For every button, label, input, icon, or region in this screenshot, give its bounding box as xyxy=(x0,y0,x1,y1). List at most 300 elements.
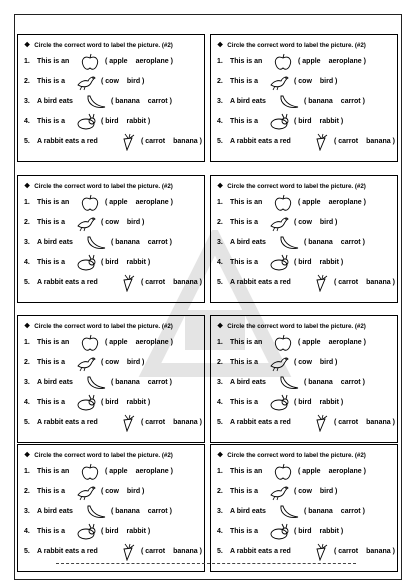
answer-options[interactable] xyxy=(101,528,150,535)
question-row xyxy=(24,194,200,212)
question-row xyxy=(217,543,393,561)
question-row xyxy=(217,274,393,292)
rabbit-icon xyxy=(75,523,97,541)
option-b[interactable]: carrot ) xyxy=(147,98,172,105)
question-stem: This is an xyxy=(37,199,70,206)
question-row xyxy=(217,374,393,392)
question-row xyxy=(217,113,393,131)
question-stem: This is an xyxy=(230,468,263,475)
answer-options[interactable] xyxy=(111,379,172,386)
banana-icon xyxy=(85,503,107,521)
option-a[interactable]: ( cow xyxy=(101,488,119,495)
rabbit-icon xyxy=(75,254,97,272)
question-row xyxy=(217,234,393,252)
answer-options[interactable] xyxy=(294,528,343,535)
option-a[interactable]: ( banana xyxy=(111,508,140,515)
answer-options[interactable] xyxy=(105,468,173,475)
question-number: 3. xyxy=(24,508,30,515)
bullet-icon: ❖ xyxy=(24,42,31,49)
option-b[interactable]: rabbit ) xyxy=(126,259,151,266)
answer-options[interactable] xyxy=(304,98,365,105)
worksheet-card xyxy=(210,315,398,443)
option-b[interactable]: rabbit ) xyxy=(319,399,344,406)
option-b[interactable]: bird ) xyxy=(126,78,145,85)
answer-options[interactable] xyxy=(105,339,173,346)
card-title xyxy=(24,451,173,459)
question-stem: This is a xyxy=(230,488,259,495)
question-number: 3. xyxy=(217,508,223,515)
answer-options[interactable] xyxy=(304,508,365,515)
apple-icon xyxy=(272,334,294,352)
option-b[interactable]: carrot ) xyxy=(340,508,365,515)
option-b[interactable]: aeroplane ) xyxy=(328,339,366,346)
option-a[interactable]: ( carrot xyxy=(334,419,359,426)
answer-options[interactable] xyxy=(294,399,343,406)
option-a[interactable]: ( banana xyxy=(304,98,333,105)
worksheet-card xyxy=(17,315,205,443)
question-number: 1. xyxy=(24,58,30,65)
carrot-icon xyxy=(308,414,330,432)
option-b[interactable]: bird ) xyxy=(126,219,145,226)
option-b[interactable]: rabbit ) xyxy=(319,118,344,125)
option-a[interactable]: ( cow xyxy=(101,78,119,85)
worksheet-card xyxy=(210,34,398,162)
rabbit-icon xyxy=(268,113,290,131)
question-number: 1. xyxy=(217,468,223,475)
option-b[interactable]: rabbit ) xyxy=(126,118,151,125)
question-number: 1. xyxy=(217,199,223,206)
question-number: 3. xyxy=(217,239,223,246)
bird-icon xyxy=(268,354,290,372)
bullet-icon: ❖ xyxy=(24,452,31,459)
question-row xyxy=(217,334,393,352)
option-b[interactable]: rabbit ) xyxy=(126,399,151,406)
worksheet-card xyxy=(17,175,205,303)
carrot-icon xyxy=(115,414,137,432)
bullet-icon: ❖ xyxy=(217,323,224,330)
option-b[interactable]: banana ) xyxy=(173,419,202,426)
rabbit-icon xyxy=(268,523,290,541)
question-row xyxy=(24,274,200,292)
question-number: 4. xyxy=(24,399,30,406)
option-b[interactable]: bird ) xyxy=(126,488,145,495)
option-a[interactable]: ( bird xyxy=(294,118,312,125)
question-number: 1. xyxy=(24,339,30,346)
question-stem: A bird eats xyxy=(230,239,266,246)
banana-icon xyxy=(85,93,107,111)
question-number: 5. xyxy=(217,419,223,426)
question-stem: This is a xyxy=(37,399,66,406)
option-b[interactable]: bird ) xyxy=(319,219,338,226)
question-stem: This is a xyxy=(37,259,66,266)
question-row xyxy=(24,93,200,111)
option-a[interactable]: ( banana xyxy=(304,239,333,246)
option-b[interactable]: banana ) xyxy=(173,279,202,286)
apple-icon xyxy=(79,334,101,352)
question-stem: A rabbit eats a red xyxy=(37,548,98,555)
card-title-text: Circle the correct word to label the picture. (#2) xyxy=(34,323,173,330)
banana-icon xyxy=(278,374,300,392)
option-b[interactable]: banana ) xyxy=(366,419,395,426)
card-title-text: Circle the correct word to label the picture. (#2) xyxy=(227,42,366,49)
option-b[interactable]: aeroplane ) xyxy=(135,58,173,65)
question-stem: This is a xyxy=(230,359,259,366)
question-stem: This is a xyxy=(37,359,66,366)
question-number: 4. xyxy=(24,118,30,125)
question-row xyxy=(24,414,200,432)
question-stem: A bird eats xyxy=(37,239,73,246)
card-title-text: Circle the correct word to label the picture. (#2) xyxy=(34,42,173,49)
apple-icon xyxy=(272,194,294,212)
question-stem: This is a xyxy=(37,219,66,226)
option-a[interactable]: ( banana xyxy=(304,379,333,386)
bird-icon xyxy=(75,214,97,232)
question-row xyxy=(24,234,200,252)
option-b[interactable]: aeroplane ) xyxy=(135,468,173,475)
apple-icon xyxy=(79,53,101,71)
question-row xyxy=(217,483,393,501)
question-number: 4. xyxy=(217,259,223,266)
option-a[interactable]: ( carrot xyxy=(141,138,166,145)
question-number: 3. xyxy=(24,98,30,105)
answer-options[interactable] xyxy=(298,339,366,346)
cut-line xyxy=(56,563,356,564)
option-a[interactable]: ( cow xyxy=(101,219,119,226)
option-a[interactable]: ( cow xyxy=(294,219,312,226)
rabbit-icon xyxy=(75,113,97,131)
carrot-icon xyxy=(115,543,137,561)
question-row xyxy=(24,354,200,372)
answer-options[interactable] xyxy=(101,399,150,406)
banana-icon xyxy=(278,234,300,252)
question-stem: This is a xyxy=(230,118,259,125)
option-b[interactable]: rabbit ) xyxy=(319,259,344,266)
answer-options[interactable] xyxy=(101,259,150,266)
question-row xyxy=(24,463,200,481)
question-stem: A rabbit eats a red xyxy=(37,279,98,286)
question-row xyxy=(217,354,393,372)
apple-icon xyxy=(272,53,294,71)
card-title xyxy=(24,182,173,190)
question-row xyxy=(217,194,393,212)
option-b[interactable]: aeroplane ) xyxy=(328,199,366,206)
answer-options[interactable] xyxy=(304,239,365,246)
option-a[interactable]: ( apple xyxy=(105,468,128,475)
question-stem: This is a xyxy=(37,528,66,535)
option-a[interactable]: ( apple xyxy=(298,58,321,65)
question-number: 5. xyxy=(217,138,223,145)
question-stem: This is an xyxy=(37,339,70,346)
answer-options[interactable] xyxy=(111,98,172,105)
option-b[interactable]: carrot ) xyxy=(147,239,172,246)
question-number: 2. xyxy=(24,219,30,226)
question-row xyxy=(217,394,393,412)
question-stem: This is an xyxy=(230,58,263,65)
question-number: 5. xyxy=(24,138,30,145)
question-number: 3. xyxy=(24,239,30,246)
question-row xyxy=(217,53,393,71)
worksheet-card xyxy=(17,444,205,572)
question-row xyxy=(217,214,393,232)
question-row xyxy=(217,503,393,521)
carrot-icon xyxy=(115,133,137,151)
question-number: 5. xyxy=(24,419,30,426)
answer-options[interactable] xyxy=(334,279,395,286)
question-stem: A bird eats xyxy=(230,379,266,386)
answer-options[interactable] xyxy=(298,199,366,206)
question-stem: A bird eats xyxy=(37,98,73,105)
option-a[interactable]: ( bird xyxy=(101,399,119,406)
answer-options[interactable] xyxy=(298,58,366,65)
card-title xyxy=(217,451,366,459)
question-row xyxy=(217,93,393,111)
question-number: 2. xyxy=(24,359,30,366)
question-number: 2. xyxy=(217,488,223,495)
answer-options[interactable] xyxy=(294,259,343,266)
option-a[interactable]: ( cow xyxy=(294,359,312,366)
carrot-icon xyxy=(115,274,137,292)
option-b[interactable]: banana ) xyxy=(366,548,395,555)
option-b[interactable]: banana ) xyxy=(173,548,202,555)
card-title-text: Circle the correct word to label the picture. (#2) xyxy=(34,183,173,190)
question-row xyxy=(24,394,200,412)
option-b[interactable]: aeroplane ) xyxy=(135,199,173,206)
option-a[interactable]: ( carrot xyxy=(141,419,166,426)
option-a[interactable]: ( carrot xyxy=(334,138,359,145)
card-title xyxy=(24,41,173,49)
question-stem: A rabbit eats a red xyxy=(230,279,291,286)
option-a[interactable]: ( bird xyxy=(101,259,119,266)
question-number: 5. xyxy=(24,548,30,555)
worksheet-card xyxy=(17,34,205,162)
option-b[interactable]: rabbit ) xyxy=(319,528,344,535)
option-a[interactable]: ( carrot xyxy=(141,279,166,286)
question-stem: A bird eats xyxy=(37,508,73,515)
option-b[interactable]: carrot ) xyxy=(147,508,172,515)
answer-options[interactable] xyxy=(294,488,337,495)
question-stem: A rabbit eats a red xyxy=(37,419,98,426)
question-number: 5. xyxy=(24,279,30,286)
question-row xyxy=(217,523,393,541)
rabbit-icon xyxy=(75,394,97,412)
answer-options[interactable] xyxy=(304,379,365,386)
question-number: 5. xyxy=(217,279,223,286)
option-b[interactable]: carrot ) xyxy=(340,239,365,246)
answer-options[interactable] xyxy=(105,58,173,65)
answer-options[interactable] xyxy=(294,359,337,366)
option-a[interactable]: ( banana xyxy=(111,379,140,386)
option-a[interactable]: ( bird xyxy=(294,528,312,535)
option-a[interactable]: ( cow xyxy=(101,359,119,366)
question-stem: A bird eats xyxy=(230,508,266,515)
option-b[interactable]: aeroplane ) xyxy=(135,339,173,346)
banana-icon xyxy=(85,234,107,252)
question-stem: This is an xyxy=(230,199,263,206)
question-stem: This is a xyxy=(37,118,66,125)
card-title xyxy=(217,182,366,190)
question-number: 4. xyxy=(217,399,223,406)
question-row xyxy=(217,133,393,151)
option-a[interactable]: ( apple xyxy=(298,199,321,206)
rabbit-icon xyxy=(268,254,290,272)
question-row xyxy=(24,53,200,71)
question-stem: A rabbit eats a red xyxy=(230,138,291,145)
bird-icon xyxy=(268,214,290,232)
answer-options[interactable] xyxy=(101,488,144,495)
question-stem: This is a xyxy=(230,78,259,85)
bullet-icon: ❖ xyxy=(217,42,224,49)
answer-options[interactable] xyxy=(101,78,144,85)
question-row xyxy=(24,133,200,151)
answer-options[interactable] xyxy=(111,508,172,515)
question-number: 5. xyxy=(217,548,223,555)
option-a[interactable]: ( banana xyxy=(111,239,140,246)
question-row xyxy=(24,483,200,501)
option-b[interactable]: carrot ) xyxy=(147,379,172,386)
option-a[interactable]: ( apple xyxy=(298,339,321,346)
question-row xyxy=(217,254,393,272)
option-a[interactable]: ( banana xyxy=(304,508,333,515)
banana-icon xyxy=(278,93,300,111)
answer-options[interactable] xyxy=(101,118,150,125)
option-a[interactable]: ( apple xyxy=(105,339,128,346)
answer-options[interactable] xyxy=(141,279,202,286)
answer-options[interactable] xyxy=(294,219,337,226)
question-number: 1. xyxy=(217,339,223,346)
question-row xyxy=(24,543,200,561)
question-number: 4. xyxy=(217,528,223,535)
bullet-icon: ❖ xyxy=(217,183,224,190)
question-stem: A rabbit eats a red xyxy=(230,419,291,426)
option-a[interactable]: ( bird xyxy=(101,528,119,535)
option-b[interactable]: bird ) xyxy=(319,78,338,85)
banana-icon xyxy=(85,374,107,392)
question-number: 2. xyxy=(217,219,223,226)
option-b[interactable]: banana ) xyxy=(366,138,395,145)
card-title-text: Circle the correct word to label the picture. (#2) xyxy=(227,183,366,190)
question-number: 2. xyxy=(24,488,30,495)
option-b[interactable]: bird ) xyxy=(126,359,145,366)
option-b[interactable]: banana ) xyxy=(366,279,395,286)
option-b[interactable]: carrot ) xyxy=(340,98,365,105)
bullet-icon: ❖ xyxy=(217,452,224,459)
answer-options[interactable] xyxy=(141,138,202,145)
option-b[interactable]: aeroplane ) xyxy=(328,58,366,65)
answer-options[interactable] xyxy=(334,419,395,426)
option-a[interactable]: ( carrot xyxy=(334,279,359,286)
answer-options[interactable] xyxy=(334,138,395,145)
card-title-text: Circle the correct word to label the picture. (#2) xyxy=(34,452,173,459)
option-a[interactable]: ( apple xyxy=(105,199,128,206)
card-title-text: Circle the correct word to label the picture. (#2) xyxy=(227,323,366,330)
answer-options[interactable] xyxy=(101,359,144,366)
question-row xyxy=(24,113,200,131)
question-row xyxy=(24,503,200,521)
banana-icon xyxy=(278,503,300,521)
bullet-icon: ❖ xyxy=(24,323,31,330)
question-number: 4. xyxy=(24,528,30,535)
answer-options[interactable] xyxy=(294,118,343,125)
option-b[interactable]: bird ) xyxy=(319,488,338,495)
question-stem: A bird eats xyxy=(37,379,73,386)
option-b[interactable]: aeroplane ) xyxy=(328,468,366,475)
option-b[interactable]: bird ) xyxy=(319,359,338,366)
option-b[interactable]: banana ) xyxy=(173,138,202,145)
question-number: 3. xyxy=(217,379,223,386)
option-a[interactable]: ( apple xyxy=(105,58,128,65)
worksheet-card xyxy=(210,175,398,303)
question-stem: A rabbit eats a red xyxy=(37,138,98,145)
answer-options[interactable] xyxy=(101,219,144,226)
option-a[interactable]: ( apple xyxy=(298,468,321,475)
question-stem: A bird eats xyxy=(230,98,266,105)
answer-options[interactable] xyxy=(334,548,395,555)
question-row xyxy=(24,73,200,91)
question-stem: This is a xyxy=(230,219,259,226)
answer-options[interactable] xyxy=(111,239,172,246)
card-title-text: Circle the correct word to label the picture. (#2) xyxy=(227,452,366,459)
option-a[interactable]: ( bird xyxy=(294,399,312,406)
carrot-icon xyxy=(308,274,330,292)
question-row xyxy=(24,334,200,352)
question-number: 2. xyxy=(217,359,223,366)
question-number: 2. xyxy=(217,78,223,85)
question-stem: This is a xyxy=(230,399,259,406)
option-b[interactable]: rabbit ) xyxy=(126,528,151,535)
question-stem: This is a xyxy=(37,488,66,495)
option-a[interactable]: ( carrot xyxy=(334,548,359,555)
question-row xyxy=(24,374,200,392)
question-stem: This is an xyxy=(37,468,70,475)
option-a[interactable]: ( cow xyxy=(294,78,312,85)
carrot-icon xyxy=(308,133,330,151)
card-title xyxy=(217,41,366,49)
question-number: 1. xyxy=(24,199,30,206)
option-b[interactable]: carrot ) xyxy=(340,379,365,386)
option-a[interactable]: ( cow xyxy=(294,488,312,495)
bird-icon xyxy=(75,354,97,372)
question-number: 4. xyxy=(217,118,223,125)
answer-options[interactable] xyxy=(294,78,337,85)
answer-options[interactable] xyxy=(105,199,173,206)
question-row xyxy=(24,523,200,541)
question-stem: This is an xyxy=(230,339,263,346)
question-number: 3. xyxy=(24,379,30,386)
bird-icon xyxy=(268,483,290,501)
bird-icon xyxy=(75,73,97,91)
answer-options[interactable] xyxy=(141,548,202,555)
option-a[interactable]: ( banana xyxy=(111,98,140,105)
apple-icon xyxy=(79,194,101,212)
question-row xyxy=(217,414,393,432)
question-row xyxy=(217,463,393,481)
option-a[interactable]: ( carrot xyxy=(141,548,166,555)
bird-icon xyxy=(75,483,97,501)
question-number: 1. xyxy=(217,58,223,65)
question-row xyxy=(24,214,200,232)
question-number: 1. xyxy=(24,468,30,475)
question-stem: This is an xyxy=(37,58,70,65)
option-a[interactable]: ( bird xyxy=(294,259,312,266)
answer-options[interactable] xyxy=(141,419,202,426)
rabbit-icon xyxy=(268,394,290,412)
question-stem: A rabbit eats a red xyxy=(230,548,291,555)
answer-options[interactable] xyxy=(298,468,366,475)
bird-icon xyxy=(268,73,290,91)
option-a[interactable]: ( bird xyxy=(101,118,119,125)
card-title xyxy=(24,322,173,330)
apple-icon xyxy=(79,463,101,481)
